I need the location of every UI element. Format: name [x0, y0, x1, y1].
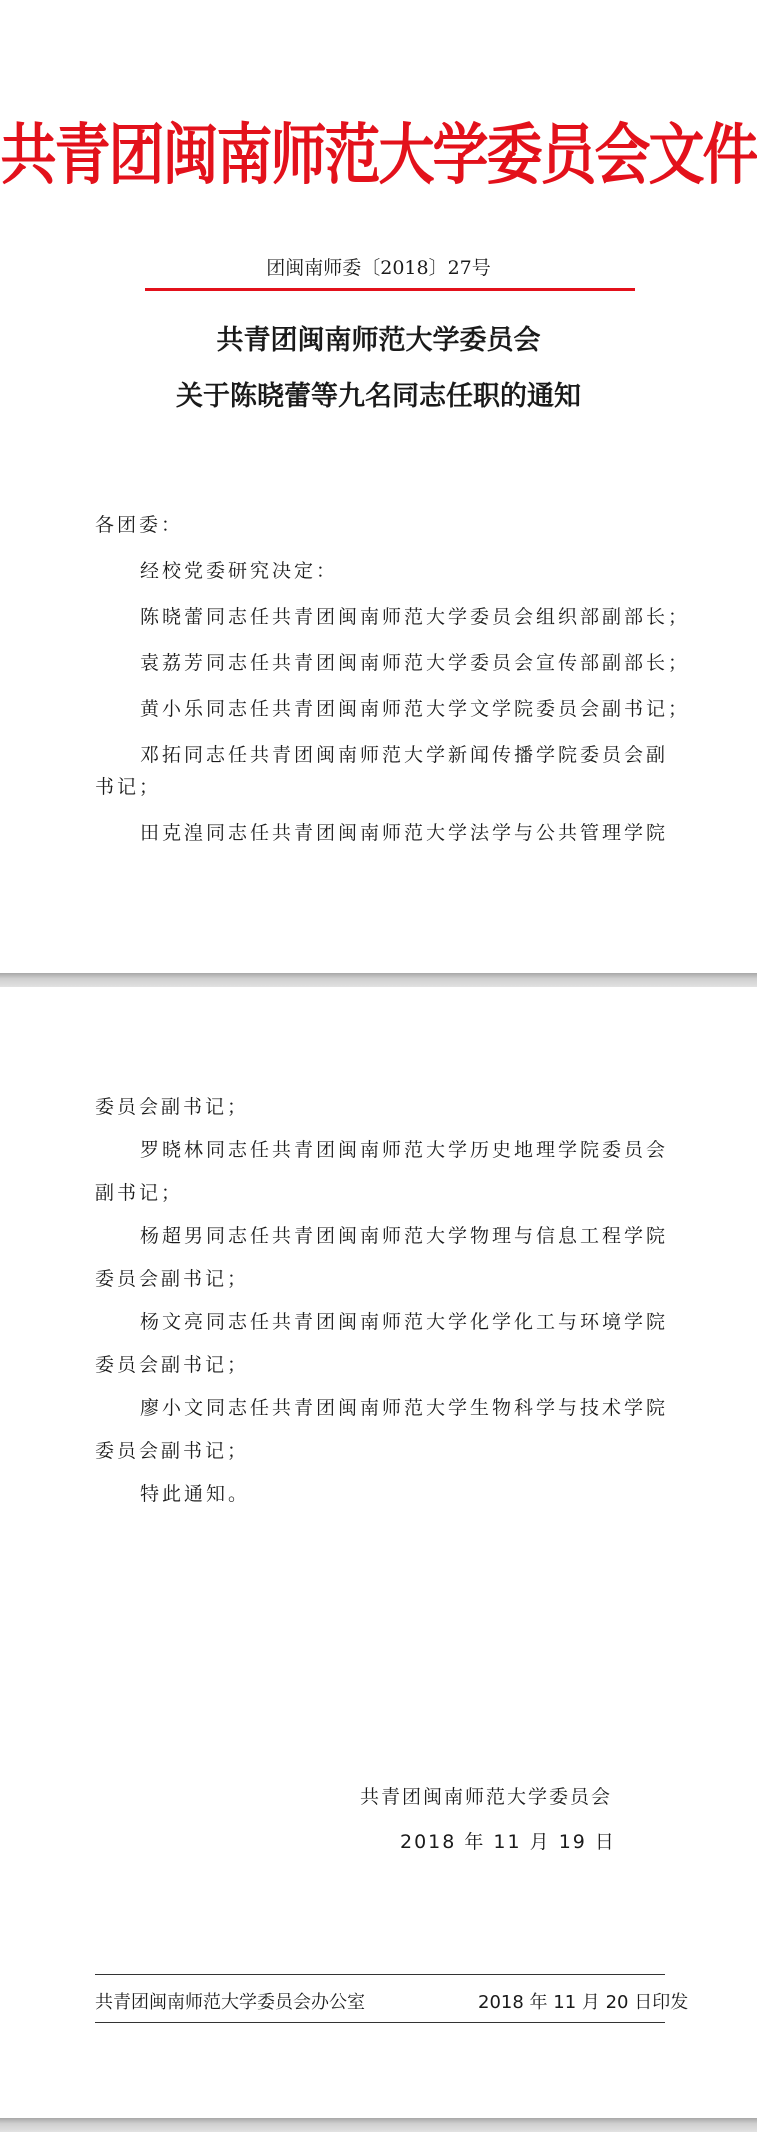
- masthead-title: 共青团闽南师范大学委员会文件: [0, 115, 757, 194]
- red-divider-line: [145, 288, 635, 291]
- footer-office: 共青团闽南师范大学委员会办公室: [95, 1992, 365, 2013]
- appointment-line-continued: 委员会副书记；: [95, 1096, 250, 1118]
- closing-text: 特此通知。: [140, 1483, 251, 1505]
- appointment-line: 廖小文同志任共青团闽南师范大学生物科学与技术学院: [140, 1397, 669, 1419]
- appointment-line: 杨超男同志任共青团闽南师范大学物理与信息工程学院: [140, 1225, 669, 1247]
- appointment-line: 邓拓同志任共青团闽南师范大学新闻传播学院委员会副: [140, 744, 669, 766]
- signature-organization: 共青团闽南师范大学委员会: [360, 1786, 613, 1808]
- appointment-line: 袁荔芳同志任共青团闽南师范大学委员会宣传部副部长；: [140, 652, 691, 674]
- appointment-line-continued: 委员会副书记；: [95, 1268, 250, 1290]
- appointment-line: 黄小乐同志任共青团闽南师范大学文学院委员会副书记；: [140, 698, 691, 720]
- footer-top-rule: [95, 1974, 665, 1975]
- document-page-1: [0, 0, 757, 973]
- salutation: 各团委：: [95, 514, 184, 536]
- appointment-line-continued: 书记；: [95, 776, 162, 798]
- page-gap: [0, 2118, 757, 2132]
- footer-print-date: 2018 年 11 月 20 日印发: [478, 1992, 689, 2013]
- appointment-line: 罗晓林同志任共青团闽南师范大学历史地理学院委员会: [140, 1139, 669, 1161]
- appointment-line-continued: 委员会副书记；: [95, 1354, 250, 1376]
- document-number: 团闽南师委〔2018〕27号: [266, 257, 491, 279]
- signature-date: 2018 年 11 月 19 日: [400, 1831, 616, 1853]
- notice-title-line-2: 关于陈晓蕾等九名同志任职的通知: [176, 381, 581, 412]
- page-gap: [0, 973, 757, 987]
- document-page-2: [0, 987, 757, 2118]
- notice-title-line-1: 共青团闽南师范大学委员会: [216, 325, 541, 356]
- appointment-line: 陈晓蕾同志任共青团闽南师范大学委员会组织部副部长；: [140, 606, 691, 628]
- appointment-line: 田克湟同志任共青团闽南师范大学法学与公共管理学院: [140, 822, 669, 844]
- appointment-line: 杨文亮同志任共青团闽南师范大学化学化工与环境学院: [140, 1311, 669, 1333]
- appointment-line-continued: 委员会副书记；: [95, 1440, 250, 1462]
- appointment-line-continued: 副书记；: [95, 1182, 184, 1204]
- paragraph-decision: 经校党委研究决定：: [140, 560, 339, 582]
- footer-bottom-rule: [95, 2022, 665, 2023]
